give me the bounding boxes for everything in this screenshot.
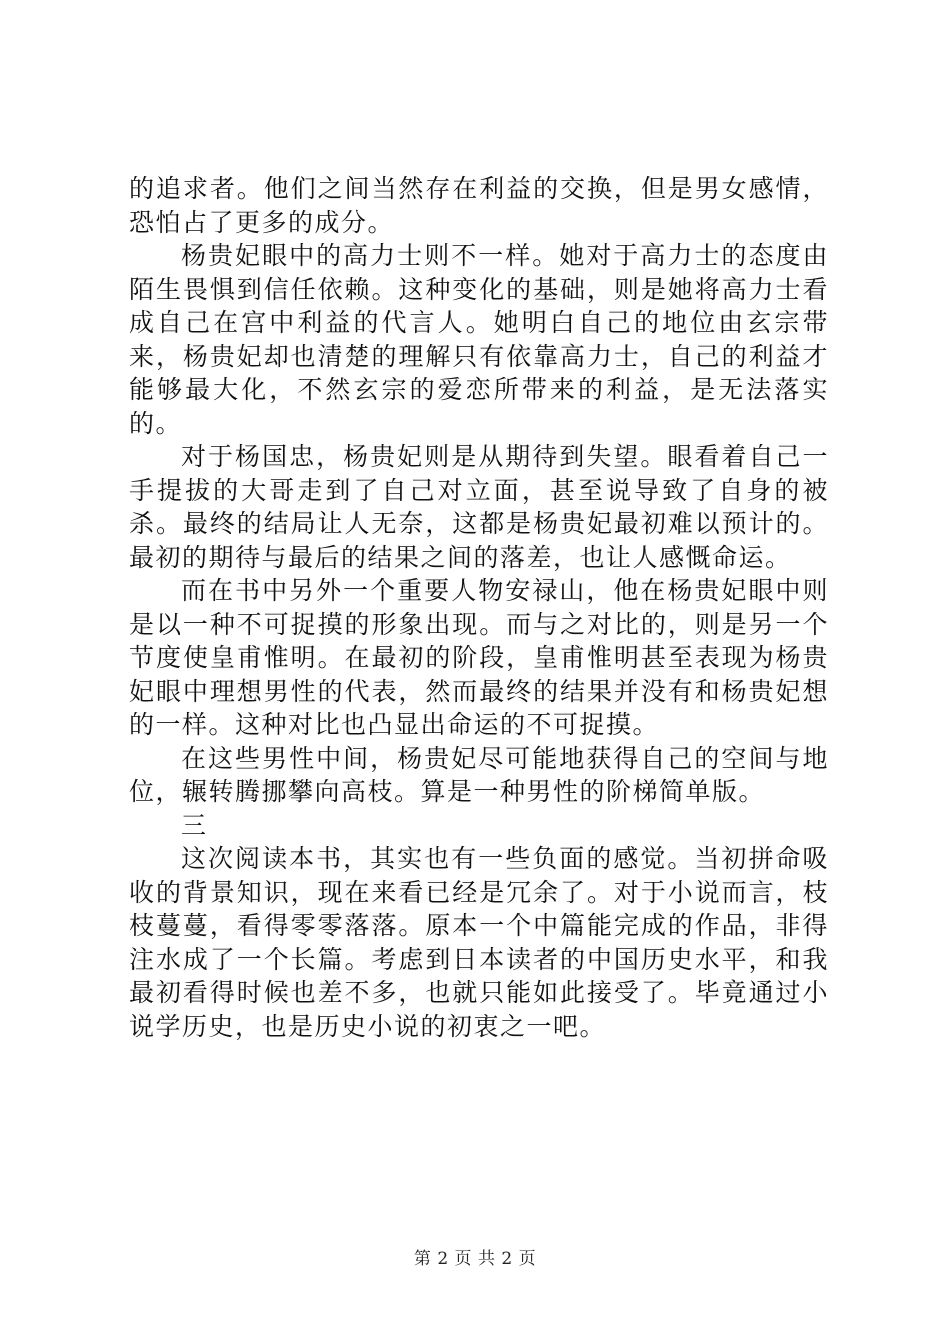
- paragraph: 而在书中另外一个重要人物安禄山，他在杨贵妃眼中则是以一种不可捉摸的形象出现。而与之对比的，则是另一个节度使皇甫惟明。在最初的阶段，皇甫惟明甚至表现为杨贵妃眼中理想男性的代表，然而最终的结果并没有和杨贵妃想的一样。这种对比也凸显出命运的不可捉摸。: [129, 576, 829, 739]
- paragraph: 在这些男性中间，杨贵妃尽可能地获得自己的空间与地位，辗转腾挪攀向高枝。算是一种男性的阶梯简单版。: [129, 743, 829, 806]
- body-text: [129, 172, 829, 1043]
- paragraph: 这次阅读本书，其实也有一些负面的感觉。当初拼命吸收的背景知识，现在来看已经是冗余了。对于小说而言，枝枝蔓蔓，看得零零落落。原本一个中篇能完成的作品，非得注水成了一个长篇。考虑到日本读者的中国历史水平，和我最初看得时候也差不多，也就只能如此接受了。毕竟通过小说学历史，也是历史小说的初衷之一吧。: [129, 844, 829, 1041]
- paragraph: 杨贵妃眼中的高力士则不一样。她对于高力士的态度由陌生畏惧到信任依赖。这种变化的基础，则是她将高力士看成自己在宫中利益的代言人。她明白自己的地位由玄宗带来，杨贵妃却也清楚的理解只有依靠高力士，自己的利益才能够最大化，不然玄宗的爱恋所带来的利益，是无法落实的。: [129, 241, 829, 438]
- page-number-footer: 第 2 页 共 2 页: [413, 1249, 537, 1269]
- paragraph: 对于杨国忠，杨贵妃则是从期待到失望。眼看着自己一手提拔的大哥走到了自己对立面，甚至说导致了自身的被杀。最终的结局让人无奈，这都是杨贵妃最初难以预计的。最初的期待与最后的结果之间的落差，也让人感慨命运。: [129, 442, 829, 572]
- section-heading: 三: [181, 810, 208, 840]
- paragraph: 的追求者。他们之间当然存在利益的交换，但是男女感情，恐怕占了更多的成分。: [129, 174, 829, 237]
